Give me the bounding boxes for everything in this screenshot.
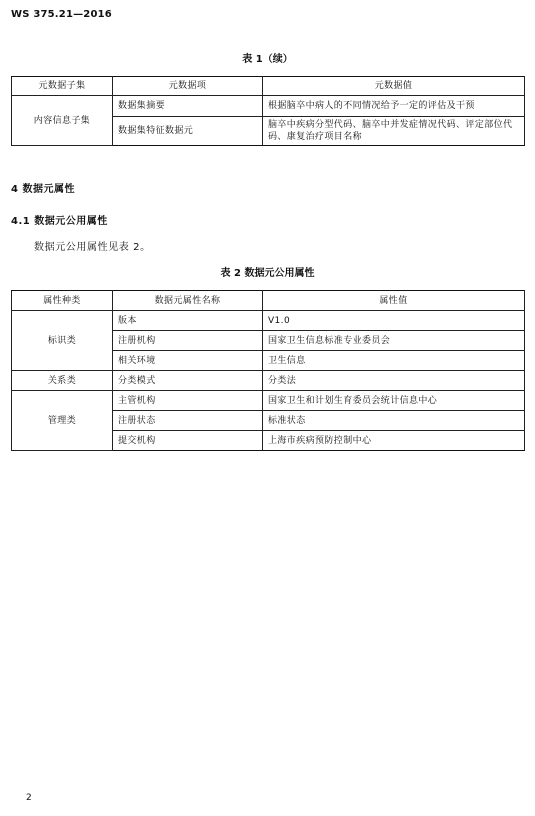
- standard-code: WS 375.21—2016: [11, 9, 112, 20]
- table2-name-cell: 提交机构: [113, 431, 263, 451]
- table1-col-subset: 元数据子集: [12, 77, 113, 96]
- table2-name-cell: 版本: [113, 311, 263, 331]
- table2-col-category: 属性种类: [12, 291, 113, 311]
- table2-name-cell: 主管机构: [113, 391, 263, 411]
- table2: [11, 290, 525, 451]
- page-number: 2: [26, 793, 32, 803]
- table2-caption: 表 2 数据元公用属性: [220, 268, 315, 279]
- table2-value-cell: V1.0: [263, 311, 525, 331]
- table1: [11, 76, 525, 146]
- table-row: [12, 96, 525, 117]
- table2-col-name: 数据元属性名称: [113, 291, 263, 311]
- table2-value-cell: 上海市疾病预防控制中心: [263, 431, 525, 451]
- table2-name-cell: 注册状态: [113, 411, 263, 431]
- table2-name-cell: 相关环境: [113, 351, 263, 371]
- table1-subset-cell: 内容信息子集: [12, 96, 113, 146]
- table1-value-cell: 脑卒中疾病分型代码、脑卒中并发症情况代码、评定部位代码、康复治疗项目名称: [263, 117, 525, 146]
- table1-col-value: 元数据值: [263, 77, 525, 96]
- section-4-1-heading: 4.1 数据元公用属性: [11, 216, 108, 227]
- table2-name-cell: 分类模式: [113, 371, 263, 391]
- table2-value-cell: 国家卫生信息标准专业委员会: [263, 331, 525, 351]
- table-row: [12, 371, 525, 391]
- table-row: [12, 391, 525, 411]
- table1-caption: 表 1（续）: [242, 54, 293, 65]
- table1-col-item: 元数据项: [113, 77, 263, 96]
- table1-value-cell: 根据脑卒中病人的不同情况给予一定的评估及干预: [263, 96, 525, 117]
- body-paragraph: 数据元公用属性见表 2。: [34, 242, 151, 253]
- table2-category-cell: 管理类: [12, 391, 113, 451]
- table2-name-cell: 注册机构: [113, 331, 263, 351]
- table1-item-cell: 数据集摘要: [113, 96, 263, 117]
- table2-value-cell: 国家卫生和计划生育委员会统计信息中心: [263, 391, 525, 411]
- table2-value-cell: 分类法: [263, 371, 525, 391]
- table2-value-cell: 标准状态: [263, 411, 525, 431]
- table1-item-cell: 数据集特征数据元: [113, 117, 263, 146]
- table-row: [12, 311, 525, 331]
- table2-value-cell: 卫生信息: [263, 351, 525, 371]
- table2-category-cell: 标识类: [12, 311, 113, 371]
- section-4-heading: 4 数据元属性: [11, 184, 75, 195]
- table2-category-cell: 关系类: [12, 371, 113, 391]
- table2-col-value: 属性值: [263, 291, 525, 311]
